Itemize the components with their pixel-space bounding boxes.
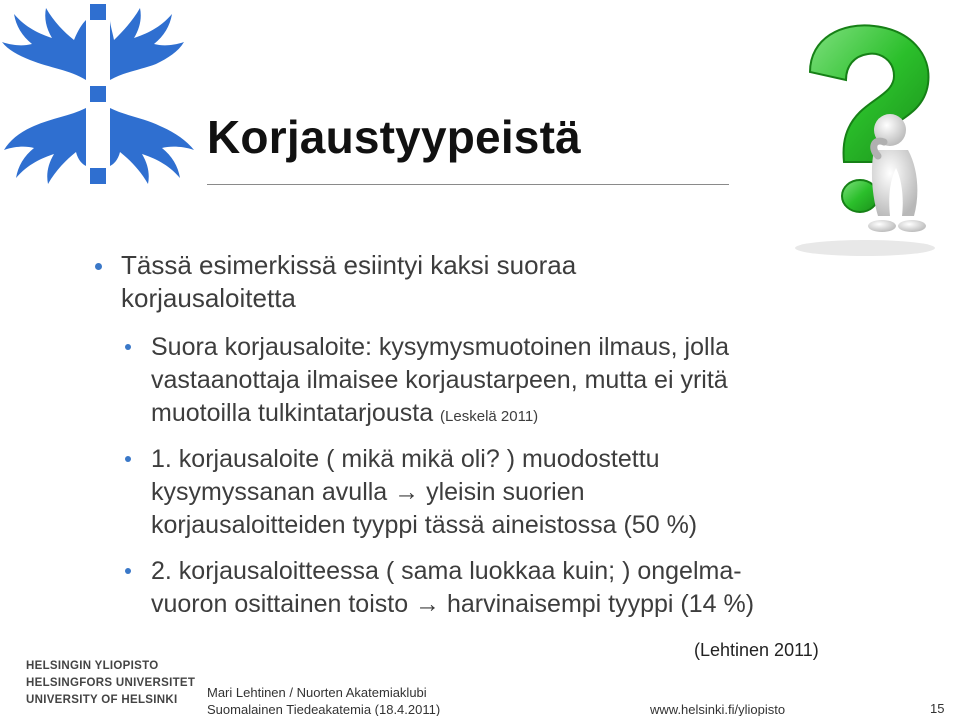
- bullet-dot-icon: [95, 263, 102, 270]
- bullet-dot-icon: [125, 344, 131, 350]
- bullet-line: vastaanottaja ilmaisee korjaustarpeen, mutta ei yritä: [151, 366, 728, 394]
- page-number: 15: [930, 701, 945, 716]
- bullet-line: korjausaloitteiden tyyppi tässä aineistossa (50 %): [151, 511, 698, 539]
- bullet-item: [151, 331, 851, 433]
- footer-author: [207, 684, 440, 716]
- bullet-dot-icon: [125, 568, 131, 574]
- bullet-line-text: muotoilla tulkintatarjousta: [151, 399, 434, 427]
- university-flame-logo-icon: [0, 0, 210, 200]
- bullet-line: [151, 397, 851, 433]
- bullet-line: vuoron osittainen toisto → harvinaisempi tyyppi (14 %): [151, 590, 755, 618]
- university-name-fi: HELSINGIN YLIOPISTO: [26, 660, 159, 672]
- university-name-sv: HELSINGFORS UNIVERSITET: [26, 677, 196, 689]
- footer-author-line: Mari Lehtinen / Nuorten Akatemiaklubi: [207, 685, 427, 700]
- question-mark-figure-icon: [770, 20, 940, 260]
- university-name-en: UNIVERSITY OF HELSINKI: [26, 694, 178, 706]
- bullet-line: korjausaloitetta: [121, 283, 296, 313]
- bullet-dot-icon: [125, 456, 131, 462]
- bullet-line: 2. korjausaloitteessa ( sama luokkaa kuin; ) ongelma-: [151, 557, 742, 585]
- university-name: [26, 658, 195, 709]
- bullet-item: [151, 555, 851, 621]
- bullet-line: Suora korjausaloite: kysymysmuotoinen ilmaus, jolla: [151, 333, 730, 361]
- bullet-item: [121, 249, 721, 315]
- reference-citation: (Lehtinen 2011): [694, 640, 819, 660]
- bullet-line: 1. korjausaloite ( mikä mikä oli? ) muodostettu: [151, 445, 660, 473]
- footer-event-line: Suomalainen Tiedeakatemia (18.4.2011): [207, 702, 441, 716]
- citation: (Leskelä 2011): [440, 408, 539, 425]
- footer-url[interactable]: www.helsinki.fi/yliopisto: [650, 702, 786, 716]
- slide-title: Korjaustyypeistä: [207, 111, 581, 163]
- bullet-line: Tässä esimerkissä esiintyi kaksi suoraa: [121, 250, 577, 280]
- bullet-item: [151, 443, 851, 542]
- title-divider: [207, 184, 729, 185]
- bullet-line: kysymyssanan avulla → yleisin suorien: [151, 478, 585, 506]
